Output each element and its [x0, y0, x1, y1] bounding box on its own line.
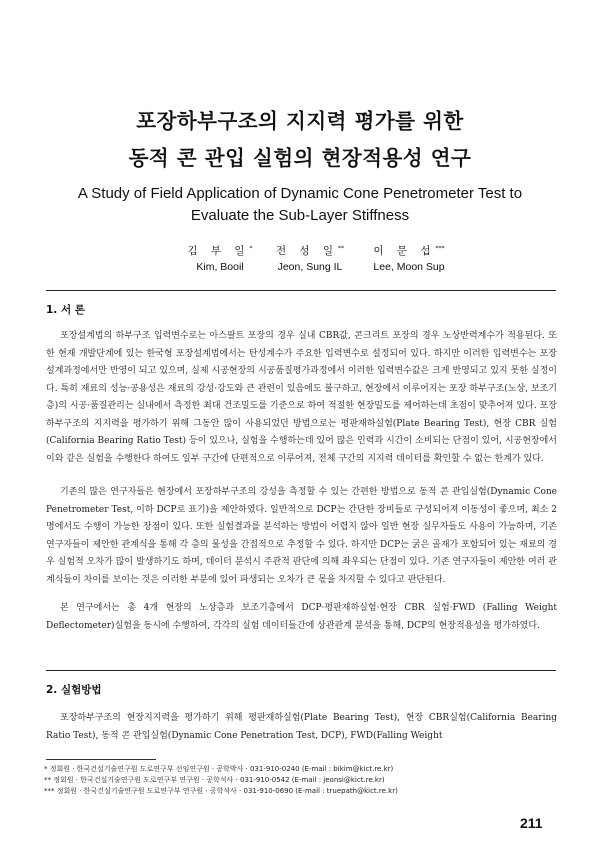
section-2-heading: 2. 실험방법	[46, 684, 102, 696]
author-3	[354, 243, 464, 273]
author-1-english-name: Kim, Booil	[196, 261, 244, 273]
author-1-korean-name: 김 부 일	[187, 245, 250, 257]
intro-paragraph-1: 포장설계법의 하부구조 입력변수로는 아스팔트 포장의 경우 실내 CBR값, 콘크리트 포장의 경우 노상반력계수가 적용된다. 또한 현재 개발단계에 있는 한국형 포장설계법에서는 탄성계수가 주요한 입력변수로 설정되어 있다. 하지만 이러한 입력변수는 포장설계과정에서만 반영이 되고 있으며, 실제 시공현장의 시공품질평가과정에서 이러한 입력변수값은 크게 반영되고 있지 못한 실정이다. 특히 재료의 성능·공용성은 재료의 강성·강도와 큰 관련이 있음에도 불구하고, 현장에서 이루어지는 포장 하부구조(노상, 보조기층)의 시공·품질관리는 실내에서 측정한 최대 건조밀도를 기준으로 하여 적절한 현장밀도를 제어하는데 초점이 맞추어져 있다. 포장하부구조의 지지력을 평가하기 위해 그동안 많이 사용되었던 방법으로는 평판재하실험(Plate Bearing Test), 현장 CBR 실험 (California Bearing Ratio Test) 등이 있으나, 실험을 수행하는데 있어 많은 인력과 시간이 소비되는 단점이 있어, 시공현장에서 이와 같은 실험을 수행한다 하여도 일부 구간에 단편적으로 이루어져, 전체 구간의 지지력 데이터를 확인할 수 없는 한계가 있다.	[46, 331, 557, 464]
korean-title-line-1: 포장하부구조의 지지력 평가를 위한	[136, 109, 464, 133]
methods-paragraph-1: 포장하부구조의 현장지지력을 평가하기 위해 평판재하실험(Plate Bearing Test), 현장 CBR실험(California Bearing Ratio Test), 동적 콘 관입실험(Dynamic Cone Penetration Test, DCP), FWD(Falling Weight	[46, 713, 557, 741]
author-2-mark: **	[338, 245, 345, 252]
footnote-divider	[46, 759, 156, 760]
author-3-korean-name: 이 문 섭	[373, 245, 436, 257]
author-3-english-name: Lee, Moon Sup	[373, 261, 445, 273]
author-2-korean-name: 전 성 일	[275, 245, 339, 257]
english-title-line-2: Evaluate the Sub-Layer Stiffness	[190, 207, 410, 224]
footnote-2: ** 정회원 · 한국건설기술연구원 도로연구부 연구원 · 공학석사 · 031-910-0542 (E-mail : jeonsi@kict.re.kr)	[44, 776, 385, 784]
author-3-mark: ***	[435, 245, 445, 252]
intro-paragraph-2: 기존의 많은 연구자들은 현장에서 포장하부구조의 강성을 측정할 수 있는 간편한 방법으로 동적 콘 관입실험(Dynamic Cone Penetrometer Test, 이하 DCP로 표기)을 제안하였다. 일반적으로 DCP는 간단한 장비들로 구성되어져 이동성이 좋으며, 최소 2명에서도 수행이 가능한 장점이 있다. 또한 실험결과를 분석하는 방법이 어렵지 않아 일반 현장 실무자들도 사용이 가능하며, 기존 연구자들이 제안한 관계식을 통해 각 층의 물성을 간접적으로 추정할 수 있다. 하지만 DCP는 굵은 골재가 포함되어 있는 재료의 경우 실험적 오차가 많이 발생하기도 하며, 데이터 분석시 주관적 판단에 의해 좌우되는 단점이 있다. 기존 연구자들이 제안한 여러 관계식들이 차이를 보이는 것은 이러한 부분에 있어 파생되는 오차가 큰 몫을 차지할 수 있다고 판단된다.	[46, 487, 557, 585]
author-2	[255, 243, 365, 273]
english-title-line-1: A Study of Field Application of Dynamic Cone Penetrometer Test to	[77, 185, 523, 202]
header-divider	[46, 290, 556, 291]
footnote-1: * 정회원 · 한국건설기술연구원 도로연구부 선임연구원 · 공학박사 · 031-910-0240 (E-mail : bikim@kict.re.kr)	[44, 765, 394, 773]
footnote-3: *** 정회원 · 한국건설기술연구원 도로연구부 연구원 · 공학석사 · 031-910-0690 (E-mail : truepath@kict.re.kr)	[44, 787, 398, 795]
intro-paragraph-3: 본 연구에서는 총 4개 현장의 노상층과 보조기층에서 DCP·평판재하실험·현장 CBR 실험·FWD (Falling Weight Deflectometer)실험을 동시에 수행하여, 각각의 실험 데이터들간에 상관관계 분석을 통해, DCP의 현장적용성을 평가하였다.	[46, 603, 557, 631]
author-2-english-name: Jeon, Sung IL	[277, 261, 343, 273]
section-1-heading: 1. 서 론	[46, 304, 85, 316]
section-divider	[46, 670, 556, 671]
author-1-mark: *	[249, 245, 253, 252]
korean-title-line-2: 동적 콘 관입 실험의 현장적용성 연구	[128, 146, 472, 170]
page-number: 211	[520, 815, 543, 831]
